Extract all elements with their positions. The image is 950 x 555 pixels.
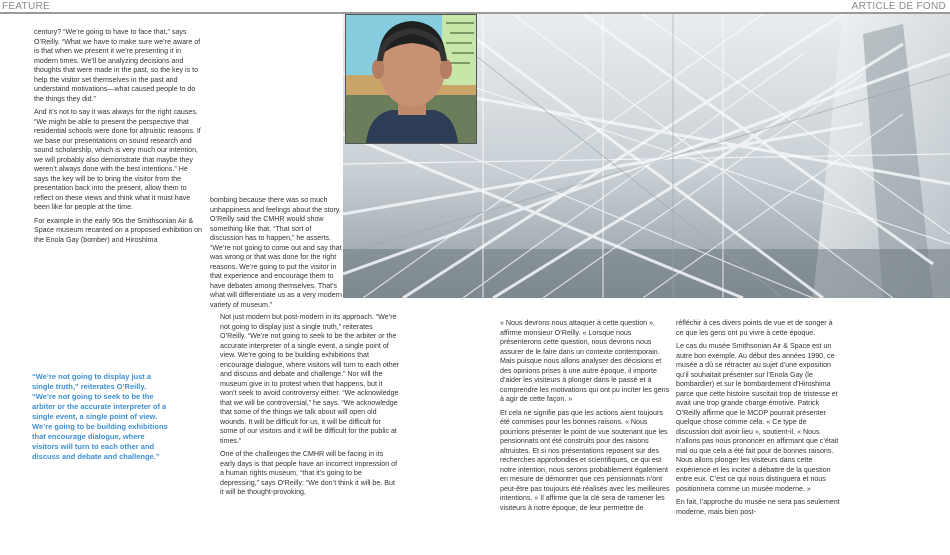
paragraph: And it’s not to say it was always for the right causes. “We might be able to present the perspective that residential schools were done for altruistic reasons. If we base our presentations on sound research and sound scholarship, which is very much our intention, we will probably also demonstrate that maybe they weren’t always done with the best intentions.” He says the key will be to bring the visitor from the presentation back into the present, allow them to reflect on these views and think what it must have been like for people at the time. xyxy=(34,108,201,211)
paragraph: Le cas du musée Smithsonian Air & Space est un autre bon exemple. Au début des années 1990, ce musée a dû se rétracter au sujet d’une exposition qu’il souhaitait présenter sur l’Enola Gay (le bombardier) et sur le bombardement d’Hiroshima parce que cette histoire suscitait trop de tristesse et avait une trop grande charge émotive. Patrick O’Reilly affirme que le MCDP pourrait présenter quelque chose comme cela. « Ce type de discussion doit avoir lieu », soutient-il. « Nous n’allons pas nous prononcer en affirmant que c’était mal ou que cela a été fait pour de bonnes raisons. Nous allons plonger les visiteurs dans cette expérience et les inciter à débattre de la question entre eux. C’est ce qui nous distinguera et nous positionnera comme un musée moderne. » xyxy=(676,342,839,493)
article-column-2-bottom xyxy=(220,313,400,498)
article-column-1 xyxy=(34,28,204,245)
article-column-2-top xyxy=(210,196,345,310)
portrait-inset-illustration xyxy=(345,14,477,144)
paragraph: century? “We’re going to have to face that,” says O’Reilly. “What we have to make sure we’re aware of is that when we present it we’re presenting it in modern times. We’ll be analyzing decisions and thoughts that were made in the past, so the key is to help the visitor set themselves in the past and understand motivations—what caused people to do the things they did.” xyxy=(34,28,201,103)
article-column-4-french xyxy=(676,319,841,517)
paragraph: En fait, l’approche du musée ne sera pas seulement moderne, mais bien post- xyxy=(676,498,840,516)
paragraph: Et cela ne signifie pas que les actions aient toujours été commises pour les bonnes raisons. « Nous pourrions présenter le point de vue soutenant que les pensionnats ont été construits pour des raisons altruistes. Et si nos présentations reposent sur des recherches approfondies et scientifiques, ce qui est notre intention, nous serons probablement également en mesure de démontrer que ces pensionnats n’ont peut-être pas toujours été réalisés avec les meilleures intentions. » Il affirme que la clé sera de ramener les visiteurs à notre époque, de leur permettre de xyxy=(500,408,670,512)
section-label-article-de-fond: ARTICLE DE FOND xyxy=(851,1,946,12)
paragraph: For example in the early 90s the Smithsonian Air & Space museum recanted on a proposed exhibition on the Enola Gay (bomber) and Hiroshima xyxy=(34,216,202,244)
pull-quote: “We’re not going to display just a single truth,” reiterates O’Reilly. “We’re not going to seek to be the arbiter or the accurate interpreter of a single event, a single point of view. We’re going to be building exhibitions that encourage dialogue, where visitors will turn to each other and discuss and debate and challenge.” xyxy=(32,372,168,461)
article-column-3-french xyxy=(500,319,670,513)
paragraph: bombing because there was so much unhappiness and feelings about the story. O’Reilly said the CMHR would show something like that. “That sort of discussion has to happen,” he asserts. “We’re not going to come out and say that was wrong or that was done for the right reasons. We’re going to put the visitor in that experience and encourage them to have debates among themselves. That’s what will differentiate us as a very modern variety of museum.” xyxy=(210,196,342,309)
paragraph: « Nous devrons nous attaquer à cette question », affirme monsieur O’Reilly. « Lorsque nous présenterons cette question, nous devrons nous assurer de le faire dans un contexte contemporain. Mais puisque nous allons analyser des décisions et des opinions prises à une autre époque, il importe d’aider les visiteurs à plonger dans le passé et à comprendre les motivations qui ont pu inciter les gens à agir de cette façon. » xyxy=(500,319,670,403)
section-label-feature: FEATURE xyxy=(2,1,51,12)
paragraph: One of the challenges the CMHR will be facing in its early days is that people have an incorrect impression of a human rights museum, “that it’s going to be depressing,” says O’Reilly: “We don’t think it will be. But it will be thought-provoking, xyxy=(220,450,398,496)
paragraph: Not just modern but post-modern in its approach. “We’re not going to display just a single truth,” reiterates O’Reilly. “We’re not going to seek to be the arbiter or the accurate interpreter of a single event, a single point of view. We’re going to be building exhibitions that encourage dialogue, where visitors will turn to each other and discuss and debate and challenge.” Nor will the museum give in to protest when that happens, but it won’t seek to avoid controversy either. “We acknowledge that we will be controversial,” he says. “We acknowledge that some of the things we talk about will open old wounds. It will be difficult for us, it will be difficult for some of our visitors and it will be difficult for the public at times.” xyxy=(220,313,400,445)
paragraph: réfléchir à ces divers points de vue et de songer à ce que les gens ont pu vivre à cette époque. xyxy=(676,319,833,337)
